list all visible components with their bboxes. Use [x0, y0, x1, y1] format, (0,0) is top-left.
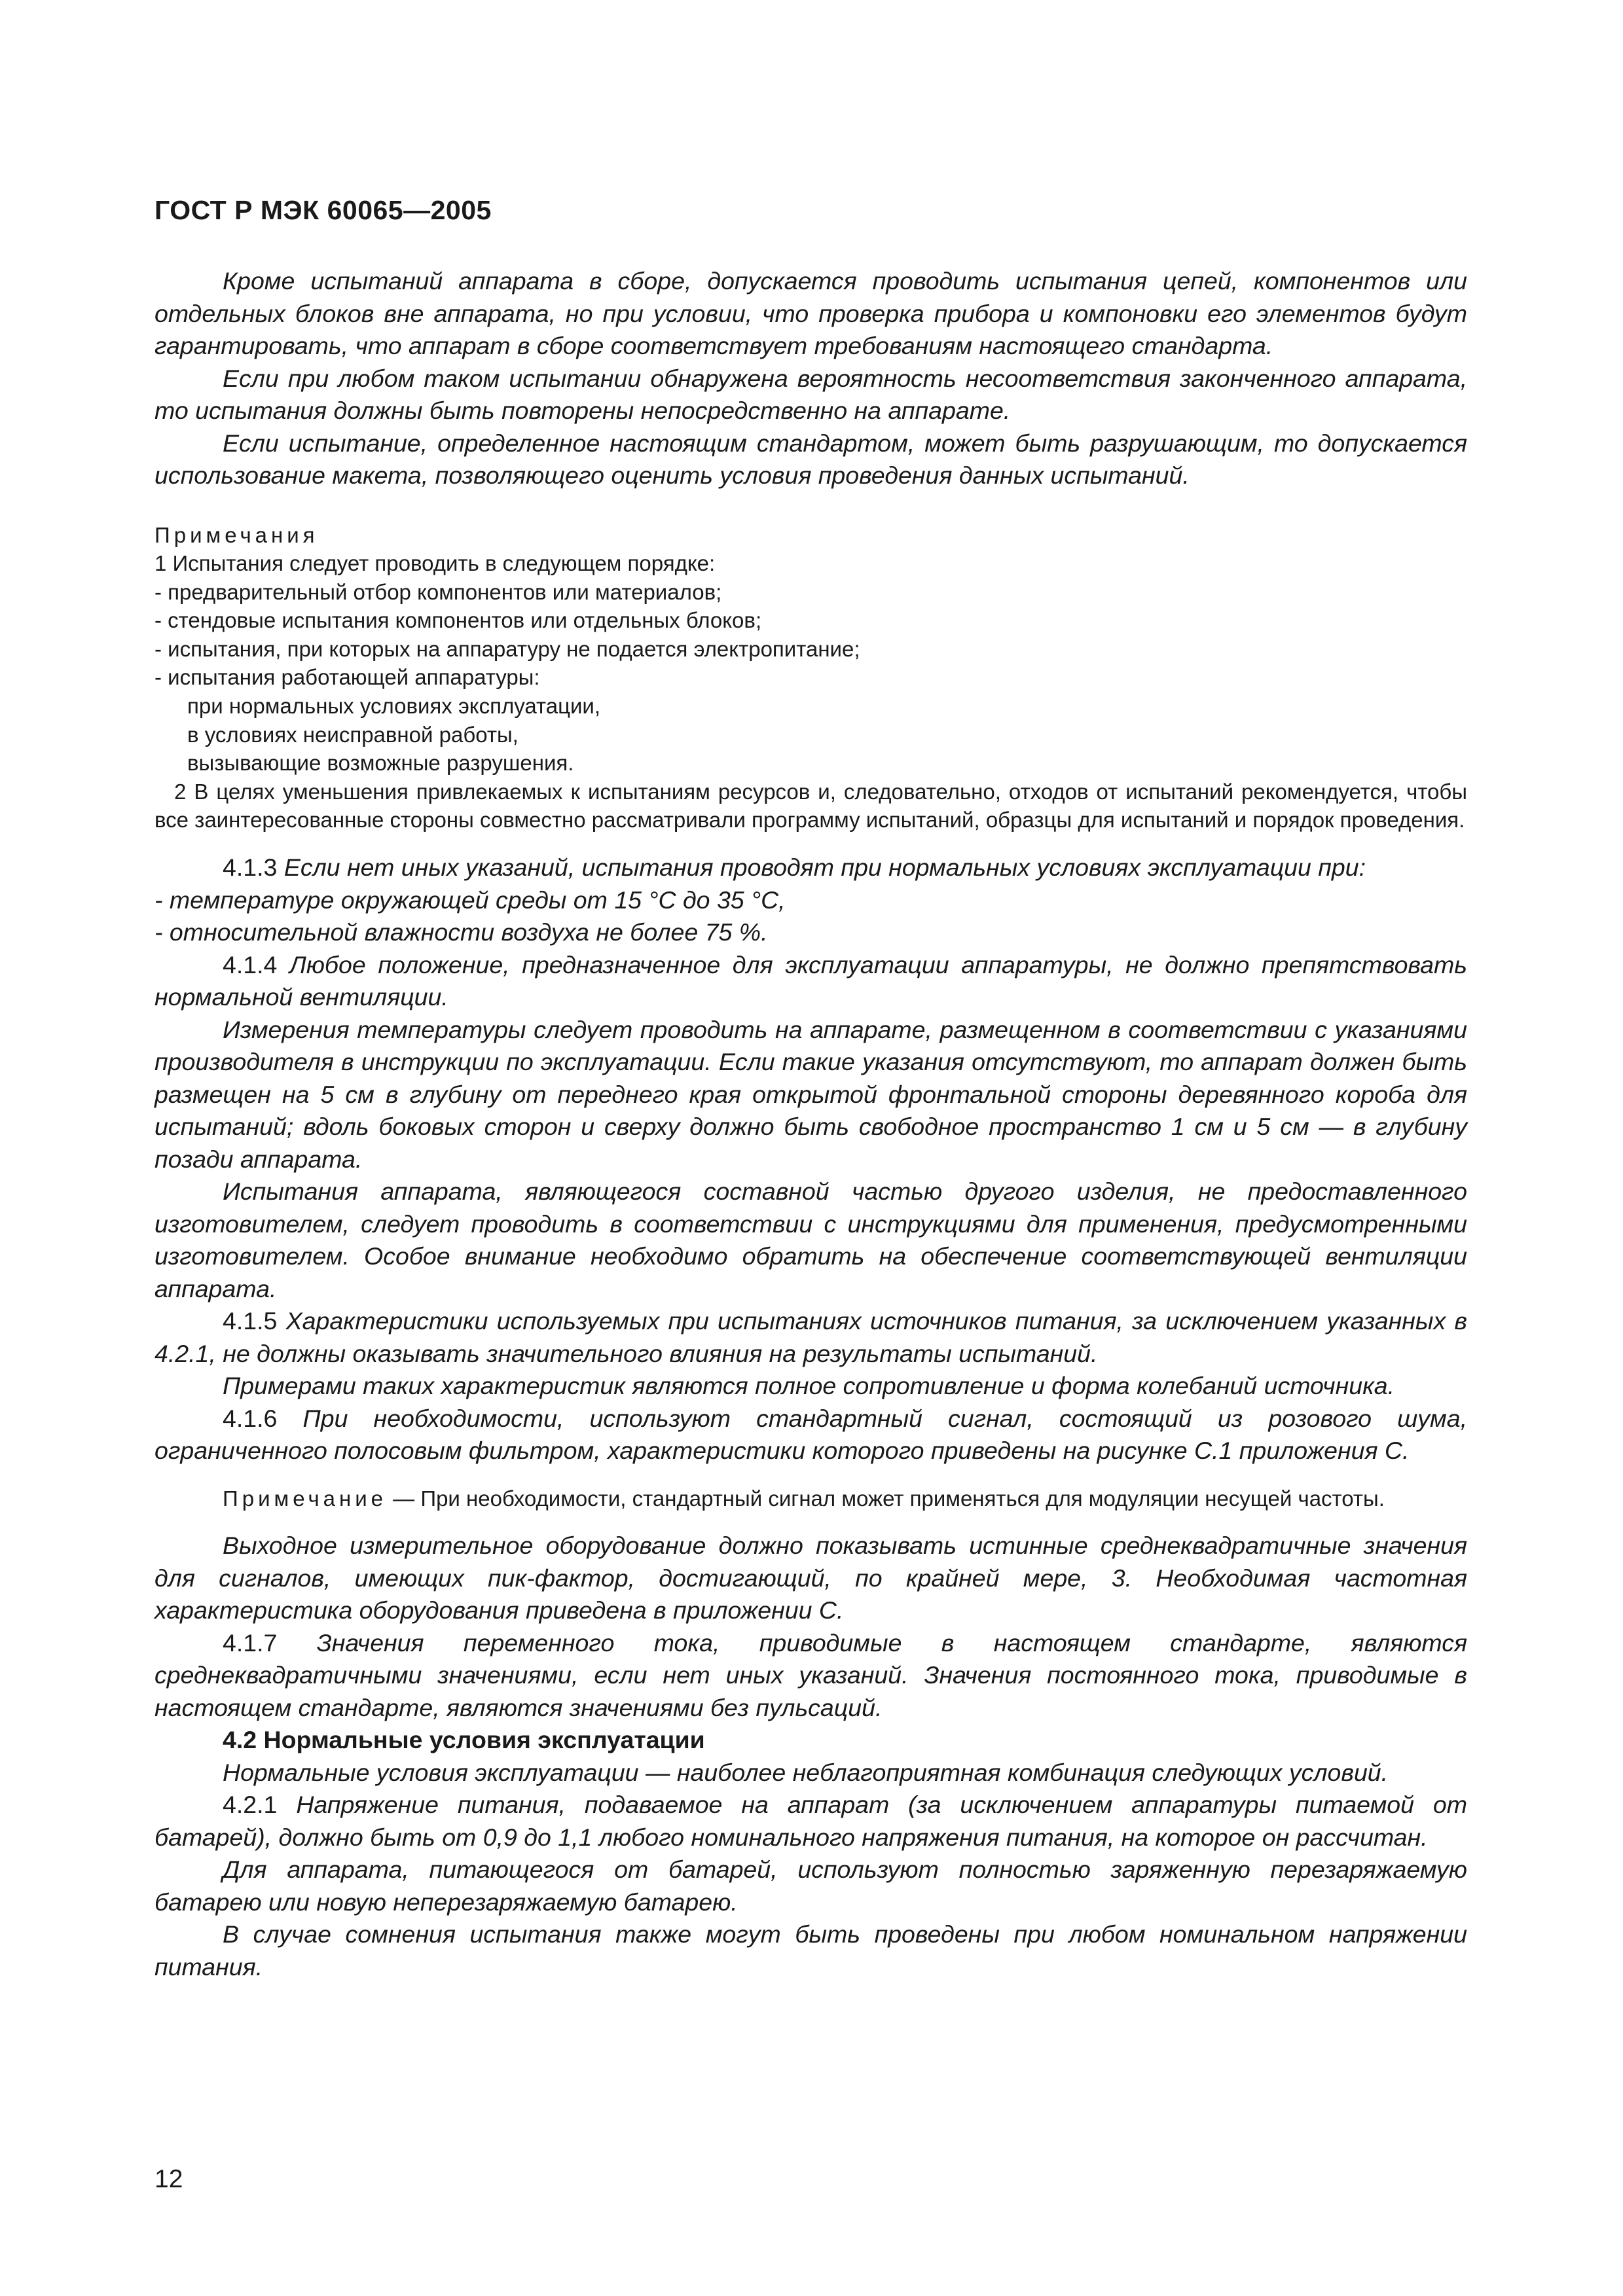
notes-block-1 [155, 521, 1467, 835]
note-sublist-item: в условиях неисправной работы, [187, 722, 519, 747]
section-number: 4.1.3 [223, 853, 278, 882]
document-body [155, 265, 1467, 1983]
section-4-1-5 [155, 1305, 1467, 1370]
section-4-1-4 [155, 949, 1467, 1014]
intro-paragraph-2: Если при любом таком испытании обнаружена вероятность несоответствия законченного аппарата, то испытания должны быть повторены непосредственно на аппарате. [155, 364, 1467, 424]
note-text: — При необходимости, стандартный сигнал может применяться для модуляции несущей частоты. [387, 1486, 1385, 1511]
intro-paragraph-3: Если испытание, определенное настоящим стандартом, может быть разрушающим, то допускается использование макета, позволяющего оценить условия проведения данных испытаний. [155, 429, 1467, 489]
section-4-2-1-paragraph-2: Для аппарата, питающегося от батарей, используют полностью заряженную перезаряжаемую батарею или новую неперезаряжаемую батарею. [155, 1856, 1467, 1916]
intro-paragraph-1: Кроме испытаний аппарата в сборе, допускается проводить испытания цепей, компонентов или отдельных блоков вне аппарата, но при условии, что проверка прибора и компоновки его элементов будут гарантировать, что аппарат в сборе соответствует требованиям настоящего стандарта. [155, 267, 1467, 359]
section-4-1-4-paragraph-2: Измерения температуры следует проводить на аппарате, размещенном в соответствии с указаниями производителя в инструкции по эксплуатации. Если такие указания отсутствуют, то аппарат должен быть размещен на 5 см в глубину от переднего края открытой фронтальной стороны деревянного короба для испытаний; вдоль боковых сторон и сверху должно быть свободное пространство 1 см и 5 см — в глубину позади аппарата. [155, 1015, 1467, 1173]
note-sublist-item: вызывающие возможные разрушения. [187, 751, 574, 776]
section-4-2-1 [155, 1789, 1467, 1854]
section-4-1-5-paragraph-2: Примерами таких характеристик являются полное сопротивление и форма колебаний источника. [223, 1372, 1395, 1400]
section-4-1-4-paragraph-3: Испытания аппарата, являющегося составной частью другого изделия, не предоставленного изготовителем, следует проводить в соответствии с инструкциями для применения, предусмотренными изготовителем. Особое внимание необходимо обратить на обеспечение соответствующей вентиляции аппарата. [155, 1177, 1467, 1302]
section-number: 4.1.5 [223, 1307, 278, 1335]
note-list-item: - испытания работающей аппаратуры: [155, 665, 540, 690]
section-text: Если нет иных указаний, испытания проводят при нормальных условиях эксплуатации при: [283, 853, 1366, 882]
note-list-item: - предварительный отбор компонентов или материалов; [155, 579, 722, 604]
section-4-2-heading: 4.2 Нормальные условия эксплуатации [223, 1726, 705, 1754]
section-text: Значения переменного тока, приводимые в настоящем стандарте, являются среднеквадратичными значениями, если нет иных указаний. Значения постоянного тока, приводимые в настоящем стандарте, являются значениями без пульсаций. [155, 1628, 1467, 1721]
note-sublist-item: при нормальных условиях эксплуатации, [187, 694, 601, 719]
note-item-2: 2 В целях уменьшения привлекаемых к испытаниям ресурсов и, следовательно, отходов от испытаний рекомендуется, чтобы все заинтересованные стороны совместно рассматривали программу испытаний, образцы для испытаний и порядок проведения. [155, 779, 1467, 833]
section-number: 4.1.6 [223, 1404, 278, 1432]
note-label: Примечание [223, 1486, 388, 1511]
section-text: Напряжение питания, подаваемое на аппарат (за исключением аппаратуры питаемой от батарей), должно быть от 0,9 до 1,1 любого номинального напряжения питания, на которое он рассчитан. [155, 1791, 1468, 1851]
section-number: 4.2.1 [223, 1791, 278, 1819]
condition-temperature: - температуре окружающей среды от 15 °С до 35 °С, [155, 886, 786, 914]
note-item-1: 1 Испытания следует проводить в следующем порядке: [155, 551, 716, 576]
section-4-1-7 [155, 1627, 1467, 1725]
condition-humidity: - относительной влажности воздуха не более 75 %. [155, 918, 768, 946]
section-4-2-1-paragraph-3: В случае сомнения испытания также могут быть проведены при любом номинальном напряжении питания. [155, 1920, 1467, 1981]
section-text: Любое положение, предназначенное для эксплуатации аппаратуры, не должно препятствовать нормальной вентиляции. [155, 950, 1467, 1011]
note-list-item: - испытания, при которых на аппаратуру не подается электропитание; [155, 636, 860, 661]
notes-label: Примечания [155, 522, 319, 547]
section-4-1-3 [155, 852, 1467, 884]
section-number: 4.1.7 [223, 1628, 278, 1657]
note-block-2 [155, 1484, 1467, 1513]
section-number: 4.1.4 [223, 950, 278, 978]
note-list-item: - стендовые испытания компонентов или отдельных блоков; [155, 608, 762, 633]
document-header: ГОСТ Р МЭК 60065—2005 [155, 195, 492, 225]
section-text: Характеристики используемых при испытаниях источников питания, за исключением указанных в 4.2.1, не должны оказывать значительного влияния на результаты испытаний. [155, 1307, 1467, 1367]
section-text: При необходимости, используют стандартный сигнал, состоящий из розового шума, ограниченного полосовым фильтром, характеристики которого приведены на рисунке С.1 приложения С. [155, 1404, 1467, 1465]
output-equipment-paragraph: Выходное измерительное оборудование должно показывать истинные среднеквадратичные значения для сигналов, имеющих пик-фактор, достигающий, по крайней мере, 3. Необходимая частотная характеристика оборудования приведена в приложении С. [155, 1532, 1467, 1624]
page-number: 12 [155, 2165, 183, 2193]
section-4-2-paragraph: Нормальные условия эксплуатации — наиболее неблагоприятная комбинация следующих условий. [223, 1758, 1389, 1786]
section-4-1-6 [155, 1403, 1467, 1467]
